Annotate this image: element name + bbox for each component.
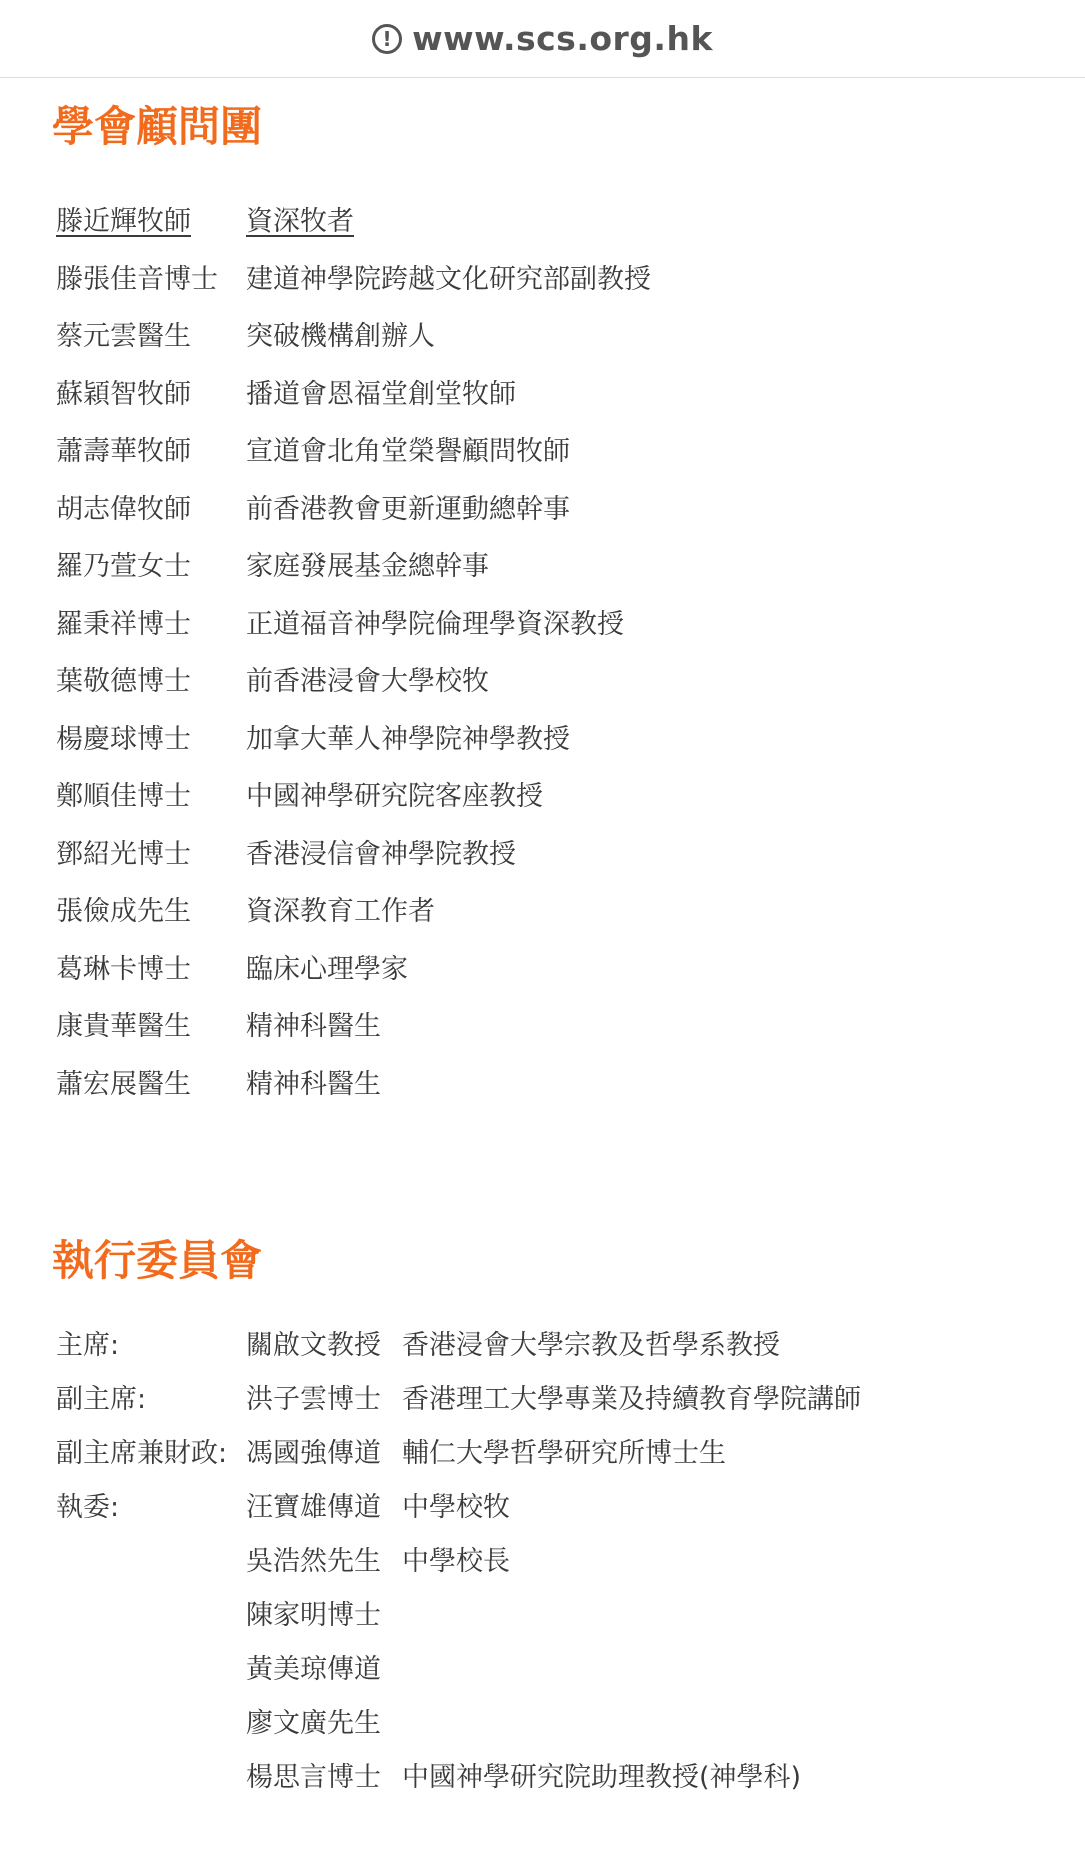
advisor-name: 葛琳卡博士 [56, 953, 191, 985]
advisor-role-link[interactable]: 資深牧者 [246, 206, 354, 238]
committee-row [56, 1315, 861, 1369]
committee-member-name: 洪子雲博士 [246, 1383, 381, 1415]
advisor-role: 前香港教會更新運動總幹事 [246, 493, 570, 525]
committee-row [56, 1693, 861, 1747]
advisor-role: 前香港浸會大學校牧 [246, 666, 489, 698]
committee-row [56, 1747, 861, 1801]
advisor-row [56, 535, 651, 593]
advisor-role: 宣道會北角堂榮譽顧問牧師 [246, 436, 570, 468]
committee-title: 副主席: [56, 1383, 147, 1415]
info-circle-icon[interactable]: ! [372, 24, 402, 54]
advisor-name: 羅秉祥博士 [56, 608, 191, 640]
advisor-name: 康貴華醫生 [56, 1011, 191, 1043]
committee-title: 執委: [56, 1491, 120, 1523]
committee-row [56, 1477, 861, 1531]
committee-member-name: 汪寶雄傳道 [246, 1491, 381, 1523]
advisor-name: 鄧紹光博士 [56, 838, 191, 870]
committee-list [56, 1315, 861, 1801]
advisor-role: 突破機構創辦人 [246, 321, 435, 353]
advisor-name: 滕張佳音博士 [56, 263, 218, 295]
advisor-name: 蔡元雲醫生 [56, 321, 191, 353]
advisor-list [56, 190, 651, 1110]
advisor-name: 鄭順佳博士 [56, 781, 191, 813]
advisor-row [56, 650, 651, 708]
advisor-name: 羅乃萱女士 [56, 551, 191, 583]
committee-member-role: 香港浸會大學宗教及哲學系教授 [402, 1329, 780, 1361]
advisor-row [56, 593, 651, 651]
advisor-row[interactable] [56, 190, 651, 248]
committee-member-name: 楊思言博士 [246, 1761, 381, 1793]
advisor-row [56, 478, 651, 536]
committee-member-role: 中學校牧 [402, 1491, 510, 1523]
committee-row [56, 1531, 861, 1585]
url-text[interactable]: www.scs.org.hk [412, 19, 713, 58]
committee-member-name: 吳浩然先生 [246, 1545, 381, 1577]
committee-row [56, 1423, 861, 1477]
committee-member-name: 馮國強傳道 [246, 1437, 381, 1469]
advisor-row [56, 420, 651, 478]
advisor-name-link[interactable]: 滕近輝牧師 [56, 206, 191, 238]
advisor-row [56, 1053, 651, 1111]
address-bar[interactable] [0, 0, 1085, 78]
advisor-row [56, 248, 651, 306]
advisors-heading: 學會顧問團 [52, 102, 263, 151]
committee-member-role: 輔仁大學哲學研究所博士生 [402, 1437, 726, 1469]
advisor-name: 胡志偉牧師 [56, 493, 191, 525]
committee-member-name: 黃美琼傳道 [246, 1653, 381, 1685]
advisor-row [56, 708, 651, 766]
committee-row [56, 1369, 861, 1423]
advisor-row [56, 995, 651, 1053]
advisor-role: 播道會恩福堂創堂牧師 [246, 378, 516, 410]
advisor-name: 蘇穎智牧師 [56, 378, 191, 410]
advisor-row [56, 938, 651, 996]
advisor-row [56, 823, 651, 881]
committee-member-name: 關啟文教授 [246, 1329, 381, 1361]
advisor-row [56, 880, 651, 938]
advisor-row [56, 765, 651, 823]
advisor-name: 張儉成先生 [56, 896, 191, 928]
advisor-role: 正道福音神學院倫理學資深教授 [246, 608, 624, 640]
advisor-row [56, 305, 651, 363]
committee-heading: 執行委員會 [52, 1236, 263, 1285]
address-bar-content[interactable] [372, 19, 713, 58]
advisor-role: 加拿大華人神學院神學教授 [246, 723, 570, 755]
advisor-role: 香港浸信會神學院教授 [246, 838, 516, 870]
committee-title: 副主席兼財政: [56, 1437, 228, 1469]
advisor-role: 中國神學研究院客座教授 [246, 781, 543, 813]
advisor-role: 精神科醫生 [246, 1011, 381, 1043]
advisor-row [56, 363, 651, 421]
advisor-role: 精神科醫生 [246, 1068, 381, 1100]
advisor-name: 楊慶球博士 [56, 723, 191, 755]
advisor-role: 資深教育工作者 [246, 896, 435, 928]
advisor-role: 家庭發展基金總幹事 [246, 551, 489, 583]
committee-row [56, 1585, 861, 1639]
committee-member-role: 中國神學研究院助理教授(神學科) [402, 1761, 802, 1793]
advisor-role: 建道神學院跨越文化研究部副教授 [246, 263, 651, 295]
advisor-name: 蕭宏展醫生 [56, 1068, 191, 1100]
committee-member-role: 中學校長 [402, 1545, 510, 1577]
committee-title: 主席: [56, 1329, 120, 1361]
committee-member-name: 陳家明博士 [246, 1599, 381, 1631]
committee-row [56, 1639, 861, 1693]
advisor-role: 臨床心理學家 [246, 953, 408, 985]
advisor-name: 葉敬德博士 [56, 666, 191, 698]
advisor-name: 蕭壽華牧師 [56, 436, 191, 468]
committee-member-role: 香港理工大學專業及持續教育學院講師 [402, 1383, 861, 1415]
committee-member-name: 廖文廣先生 [246, 1707, 381, 1739]
